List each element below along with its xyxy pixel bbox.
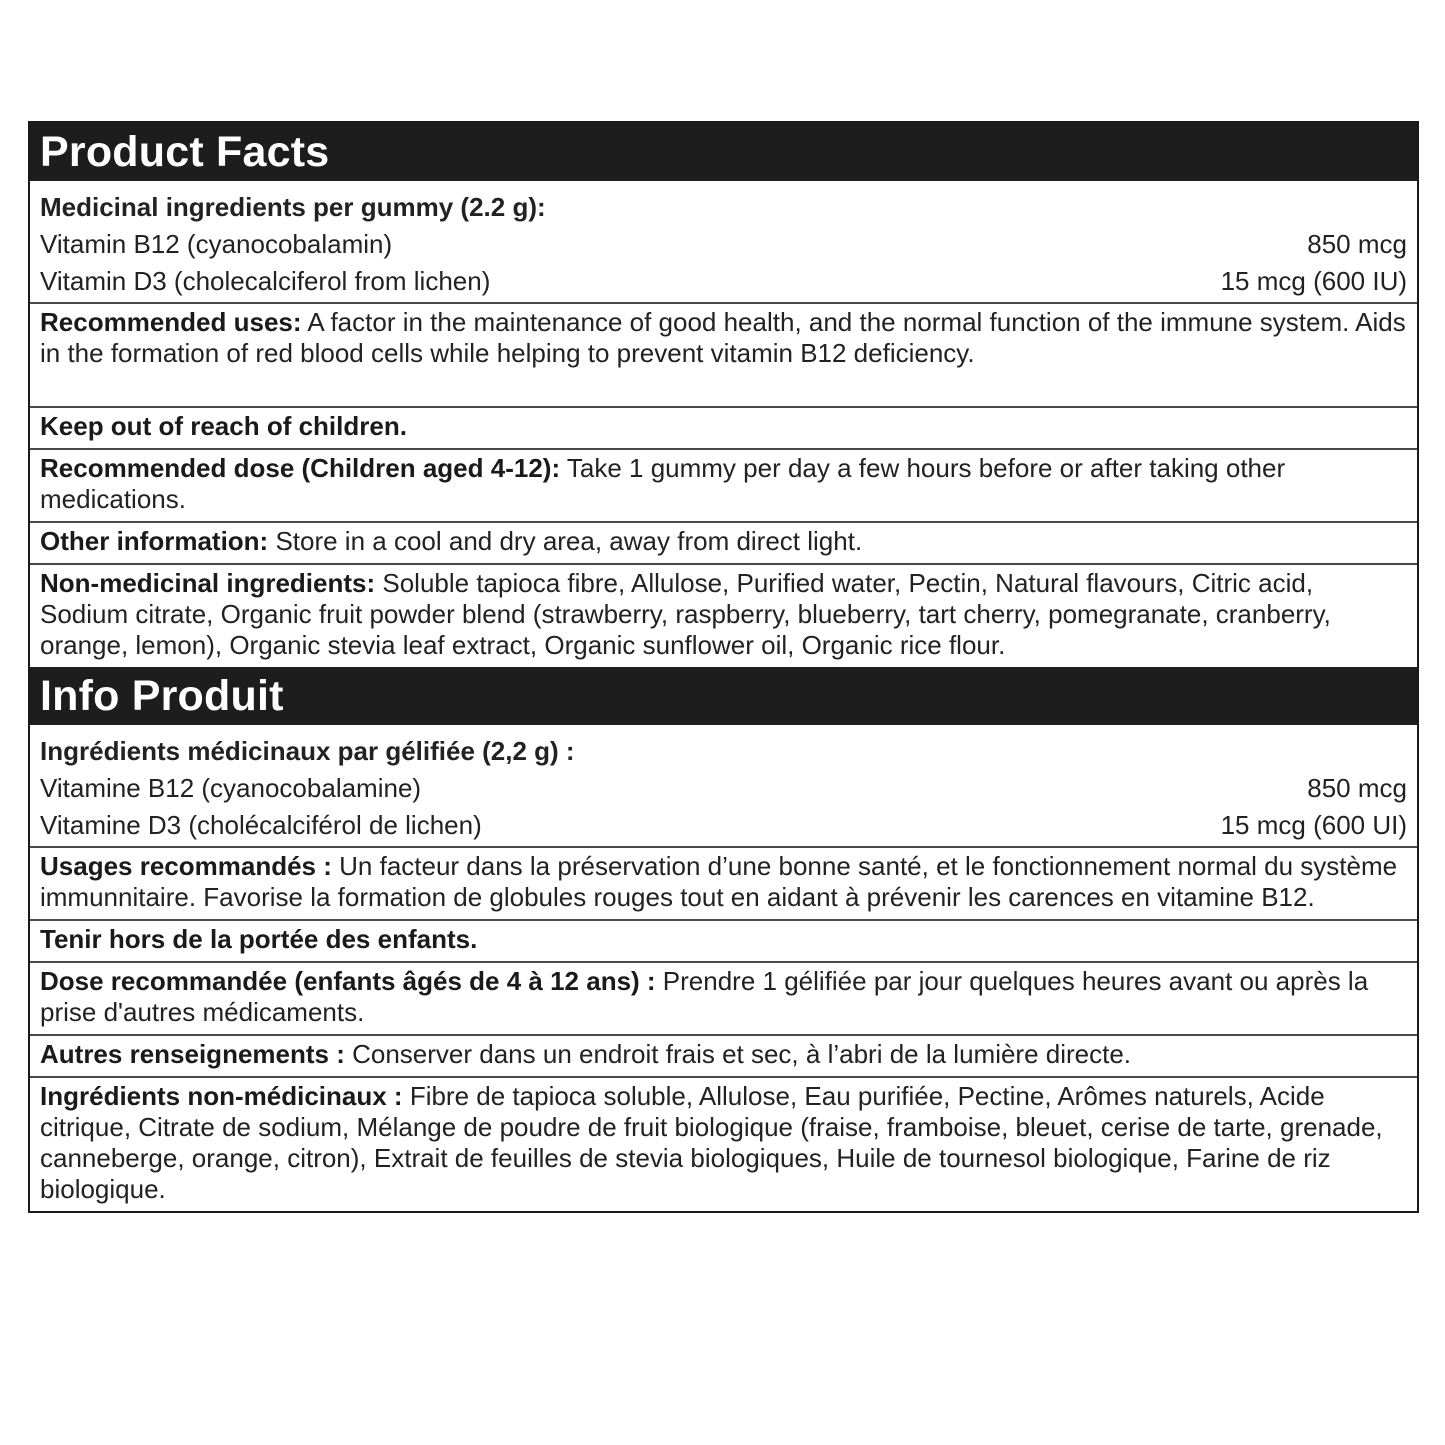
usages-recommandes-section — [30, 846, 1417, 919]
recommended-uses-label: Recommended uses: — [40, 307, 302, 337]
ingredient-row — [40, 226, 1407, 263]
usages-recommandes-text: Un facteur dans la préservation d’une bonne santé, et le fonctionnement normal du système immunnitaire. Favorise la formation de globules rouges tout en aidant à prévenir les carences en vitamine B12. — [40, 851, 1398, 912]
ingredient-row — [40, 770, 1407, 807]
avertissement-section — [30, 919, 1417, 961]
ingredient-amount: 850 mcg — [1307, 229, 1407, 259]
medicinal-ingredients-section — [30, 181, 1417, 302]
product-facts-label — [28, 121, 1419, 1213]
warning-section — [30, 406, 1417, 448]
medicinal-ingredients-heading: Medicinal ingredients per gummy (2.2 g): — [40, 192, 546, 222]
non-medicinal-ingredients-label: Non-medicinal ingredients: — [40, 568, 376, 598]
other-information-text: Store in a cool and dry area, away from direct light. — [268, 526, 863, 556]
recommended-dose-label: Recommended dose (Children aged 4-12): — [40, 453, 561, 483]
recommended-dose-text: Take 1 gummy per day a few hours before or after taking other medications. — [40, 453, 1286, 514]
usages-recommandes-label: Usages recommandés : — [40, 851, 332, 881]
ingredient-amount: 15 mcg (600 UI) — [1220, 810, 1407, 840]
info-produit-title: Info Produit — [30, 667, 1417, 725]
dose-recommandee-label: Dose recommandée (enfants âgés de 4 à 12 ans) : — [40, 966, 656, 996]
ingredient-amount: 15 mcg (600 IU) — [1220, 266, 1407, 296]
non-medicinal-ingredients-section — [30, 563, 1417, 667]
ingredient-amount: 850 mcg — [1307, 773, 1407, 803]
product-facts-title: Product Facts — [30, 123, 1417, 181]
ingredient-row — [40, 263, 1407, 300]
dose-recommandee-text: Prendre 1 gélifiée par jour quelques heures avant ou après la prise d'autres médicaments. — [40, 966, 1369, 1027]
non-medicinal-ingredients-text: Soluble tapioca fibre, Allulose, Purified water, Pectin, Natural flavours, Citric acid, Sodium citrate, Organic fruit powder blend (strawberry, raspberry, blueberry, tart cherry, pomegranate, cranberry, orange, lemon), Organic stevia leaf extract, Organic sunflower oil, Organic rice flour. — [40, 568, 1331, 660]
warning-text: Keep out of reach of children. — [40, 411, 407, 441]
dose-recommandee-section — [30, 961, 1417, 1034]
ingredient-row — [40, 807, 1407, 844]
ingredients-non-medicinaux-label: Ingrédients non-médicinaux : — [40, 1081, 403, 1111]
ingredient-name: Vitamine B12 (cyanocobalamine) — [40, 773, 422, 803]
autres-renseignements-label: Autres renseignements : — [40, 1039, 345, 1069]
ingredients-non-medicinaux-text: Fibre de tapioca soluble, Allulose, Eau purifiée, Pectine, Arômes naturels, Acide citrique, Citrate de sodium, Mélange de poudre de fruit biologique (fraise, framboise, bleuet, cerise de tarte, grenade, canneberge, orange, citron), Extrait de feuilles de stevia biologiques, Huile de tournesol biologique, Farine de riz biologique. — [40, 1081, 1383, 1204]
other-information-section — [30, 521, 1417, 563]
ingredient-name: Vitamin B12 (cyanocobalamin) — [40, 229, 393, 259]
ingredients-medicinaux-heading: Ingrédients médicinaux par gélifiée (2,2 g) : — [40, 736, 575, 766]
ingredients-medicinaux-section — [30, 725, 1417, 846]
autres-renseignements-text: Conserver dans un endroit frais et sec, à l’abri de la lumière directe. — [344, 1039, 1132, 1069]
recommended-uses-text: A factor in the maintenance of good health, and the normal function of the immune system. Aids in the formation of red blood cells while helping to prevent vitamin B12 deficiency. — [40, 307, 1406, 368]
ingredient-name: Vitamin D3 (cholecalciferol from lichen) — [40, 266, 491, 296]
avertissement-text: Tenir hors de la portée des enfants. — [40, 924, 478, 954]
other-information-label: Other information: — [40, 526, 269, 556]
ingredients-non-medicinaux-section — [30, 1076, 1417, 1211]
autres-renseignements-section — [30, 1034, 1417, 1076]
recommended-uses-section — [30, 302, 1417, 406]
recommended-dose-section — [30, 448, 1417, 521]
ingredient-name: Vitamine D3 (cholécalciférol de lichen) — [40, 810, 482, 840]
